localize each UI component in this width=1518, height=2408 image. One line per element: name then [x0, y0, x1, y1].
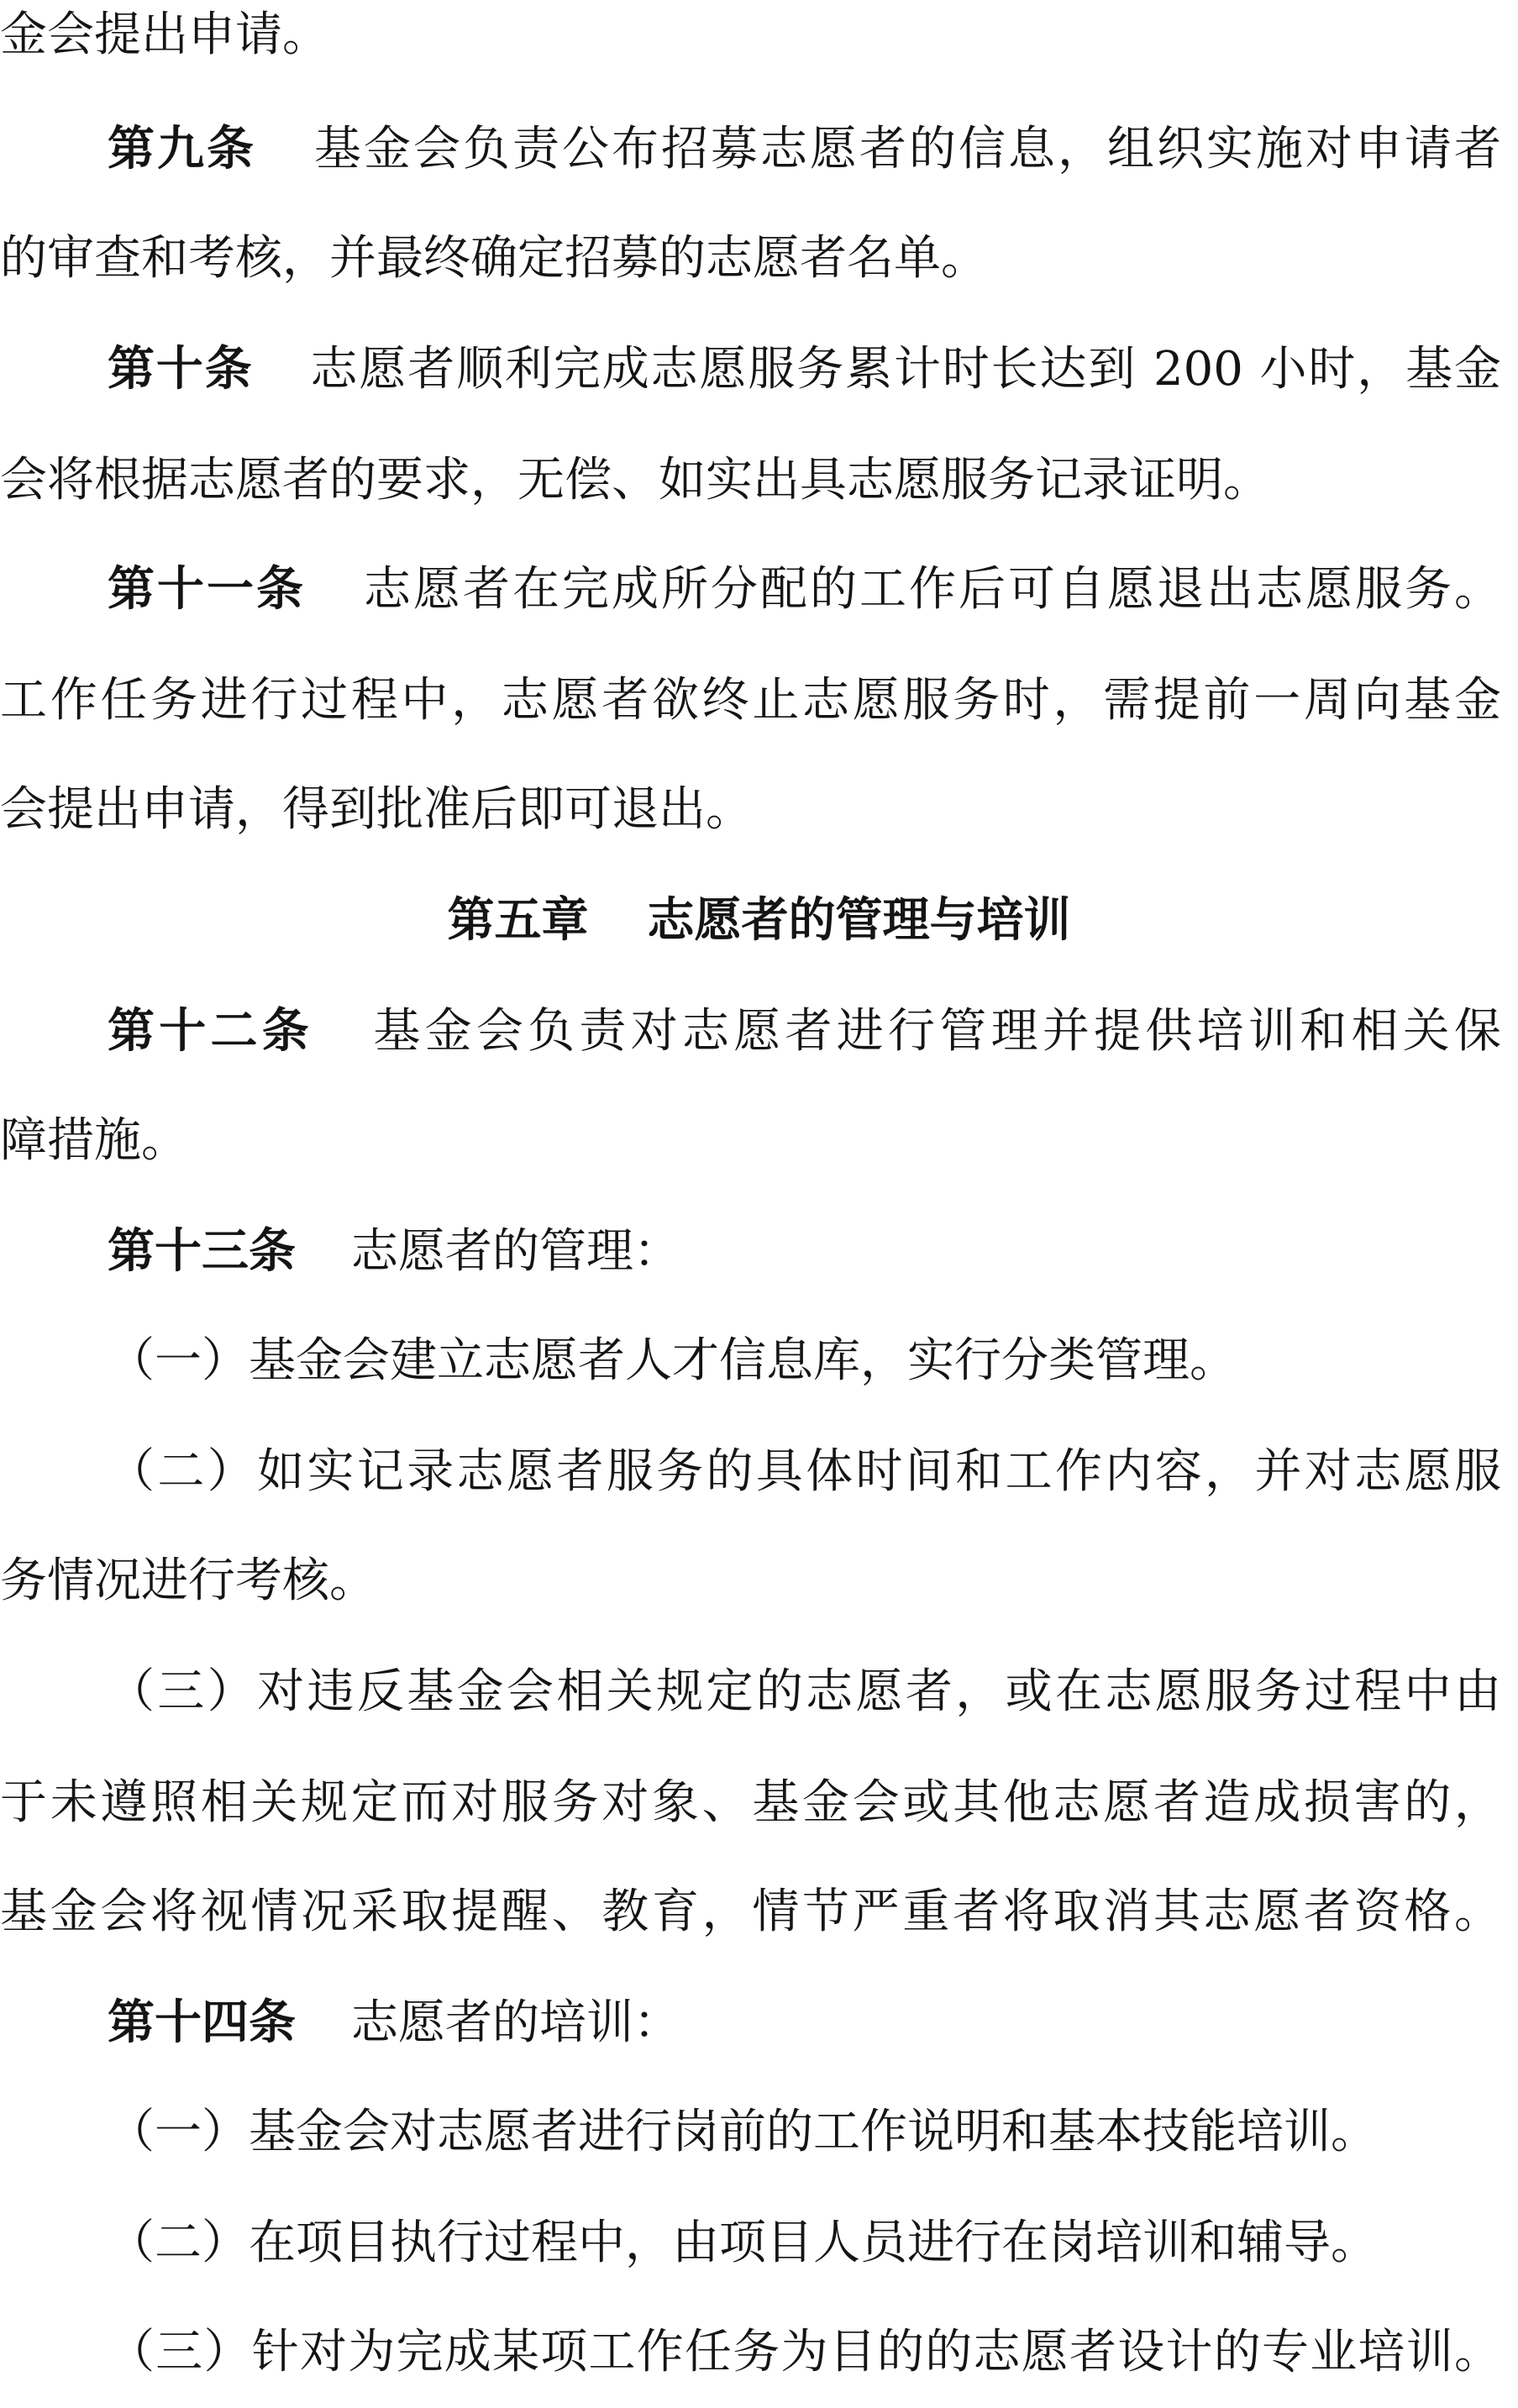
article-line — [0, 534, 1518, 645]
line-text: 志愿者在完成所分配的工作后可自愿退出志愿服务。 — [361, 562, 1501, 617]
line-text: 会提出申请，得到批准后即可退出。 — [0, 782, 753, 837]
paragraph-line — [0, 1857, 1518, 1968]
line-text: 的审查和考核，并最终确定招募的志愿者名单。 — [0, 231, 988, 286]
paragraph-line — [0, 1748, 1518, 1859]
chapter-number: 第五章 — [447, 893, 589, 948]
article-number: 第十三条 — [108, 1224, 296, 1279]
line-text: 基金会将视情况采取提醒、教育，情节严重者将取消其志愿者资格。 — [0, 1885, 1501, 1939]
article-line — [0, 1968, 1518, 2079]
article-number: 第九条 — [108, 122, 256, 176]
paragraph-line — [0, 754, 1518, 865]
paragraph-line — [0, 203, 1518, 314]
line-text: （三）对违反基金会相关规定的志愿者，或在志愿服务过程中由 — [108, 1664, 1501, 1719]
line-text: （一）基金会建立志愿者人才信息库，实行分类管理。 — [108, 1333, 1237, 1388]
line-text: 志愿者的管理： — [351, 1224, 680, 1279]
article-line — [0, 1196, 1518, 1307]
article-number: 第十二条 — [108, 1004, 314, 1059]
line-text: （二）如实记录志愿者服务的具体时间和工作内容，并对志愿服 — [108, 1444, 1501, 1499]
paragraph-line — [0, 425, 1518, 536]
line-text: （二）在项目执行过程中，由项目人员进行在岗培训和辅导。 — [108, 2216, 1378, 2270]
line-text: 障措施。 — [0, 1113, 188, 1168]
list-item — [0, 1417, 1518, 1527]
article-number: 第十条 — [108, 342, 254, 397]
list-item — [0, 2297, 1518, 2408]
paragraph-line — [0, 645, 1518, 756]
paragraph-line — [0, 0, 1518, 91]
line-text: 金会提出申请。 — [0, 8, 329, 62]
line-text: 于未遵照相关规定而对服务对象、基金会或其他志愿者造成损害的， — [0, 1775, 1501, 1830]
list-item — [0, 2188, 1518, 2299]
article-number: 第十四条 — [108, 1995, 296, 2050]
list-item — [0, 2077, 1518, 2188]
chapter-heading — [0, 865, 1518, 976]
article-line — [0, 976, 1518, 1087]
article-number: 第十一条 — [108, 562, 306, 617]
line-text: 会将根据志愿者的要求，无偿、如实出具志愿服务记录证明。 — [0, 453, 1270, 507]
article-line — [0, 94, 1518, 205]
line-text: 工作任务进行过程中，志愿者欲终止志愿服务时，需提前一周向基金 — [0, 673, 1501, 728]
line-text: 基金会负责对志愿者进行管理并提供培训和相关保 — [369, 1004, 1502, 1059]
chapter-title: 志愿者的管理与培训 — [647, 893, 1071, 948]
line-text: 务情况进行考核。 — [0, 1554, 376, 1608]
list-item — [0, 1306, 1518, 1417]
article-line — [0, 314, 1518, 425]
line-text: 志愿者顺利完成志愿服务累计时长达到 200 小时，基金 — [308, 342, 1502, 397]
paragraph-line — [0, 1086, 1518, 1196]
paragraph-line — [0, 1526, 1518, 1637]
line-text: 志愿者的培训： — [351, 1995, 680, 2050]
line-text: 基金会负责公布招募志愿者的信息，组织实施对申请者 — [312, 122, 1501, 176]
line-text: （三）针对为完成某项工作任务为目的的志愿者设计的专业培训。 — [108, 2325, 1501, 2379]
line-text: （一）基金会对志愿者进行岗前的工作说明和基本技能培训。 — [108, 2105, 1378, 2159]
list-item — [0, 1637, 1518, 1748]
